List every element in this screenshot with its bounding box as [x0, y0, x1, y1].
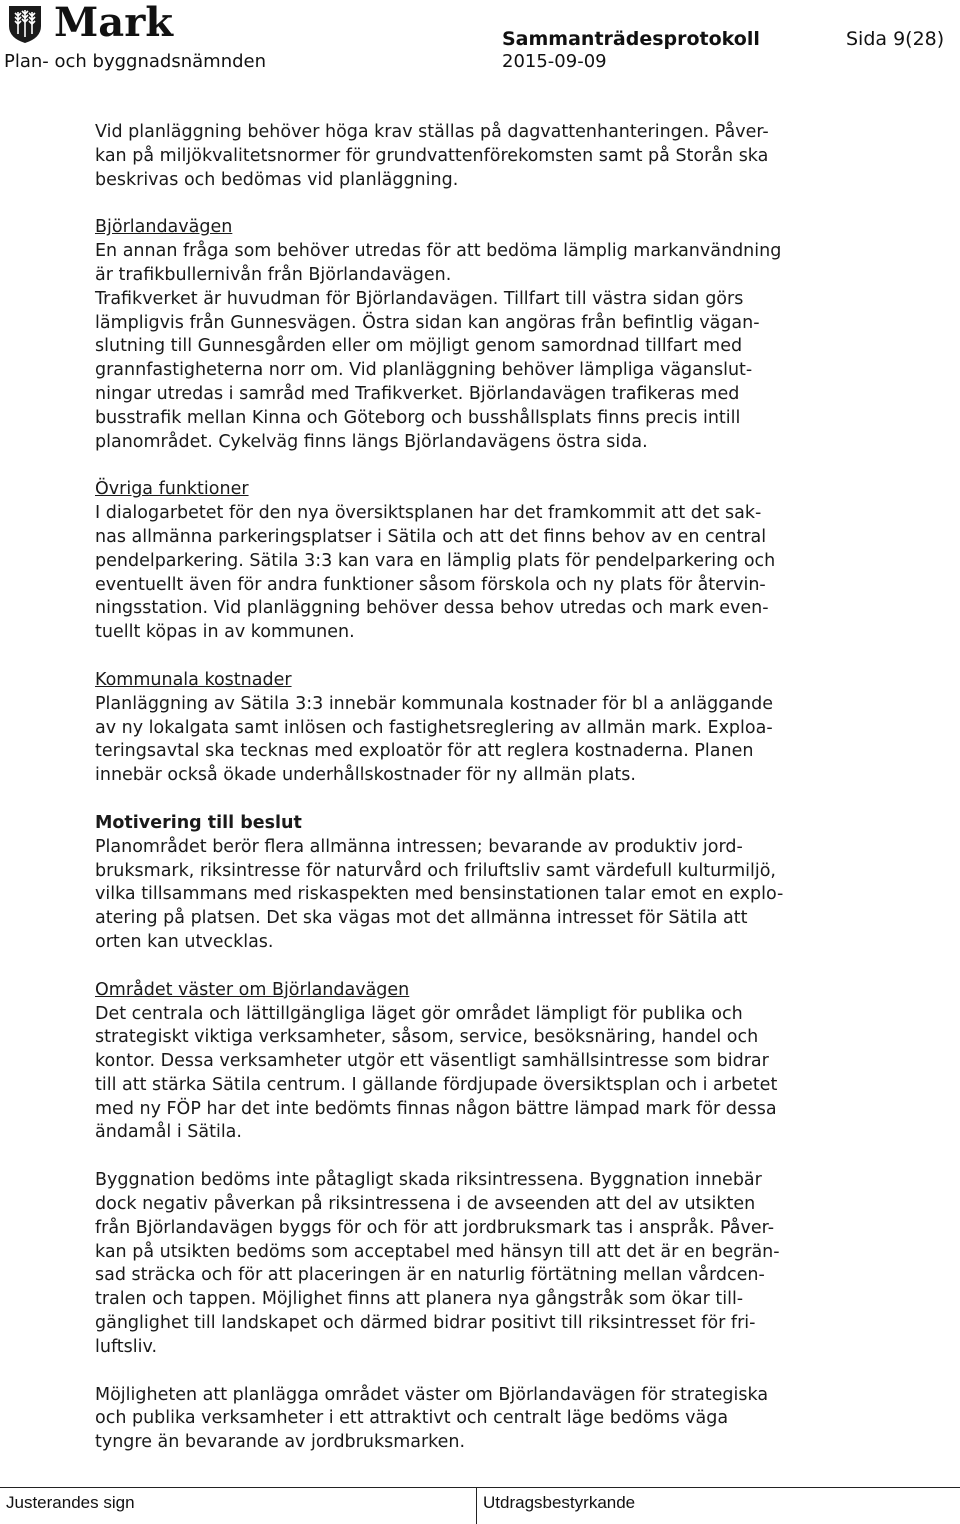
paragraph-kommunala-kostnader: Planläggning av Sätila 3:3 innebär kommunala kostnader för bl a anläggande av ny lokalgata samt inlösen och fastighetsreglering av allmän mark. Exploa- teringsavtal ska tecknas med exploatör för att reglera kostnaderna. Planen innebär också ökade underhållskostnader för ny allmän plats.: [95, 693, 773, 786]
paragraph-omradet-vaster: Det centrala och lättillgängliga läget gör området lämpligt för publika och strategiskt viktiga verksamheter, såsom, service, besöksnäring, handel och kontor. Dessa verksamheter utgör ett väsentligt samhällsintresse som bidrar till att stärka Sätila centrum. I gällande fördjupade översiktsplan och i arbetet med ny FÖP har det inte bedömts finnas någon bättre lämpad mark för dessa ändamål i Sätila.: [95, 1003, 778, 1143]
document-body: [95, 121, 895, 1455]
paragraph-dagvatten: Vid planläggning behöver höga krav ställas på dagvattenhanteringen. Påver- kan på miljökvalitetsnormer för grundvattenförekomsten samt på Storån ska beskrivas och bedömas vid planläggning.: [95, 122, 769, 190]
footer-utdragsbestyrkande: Utdragsbestyrkande: [483, 1493, 636, 1512]
heading-bjorlandavagen: Björlandavägen: [95, 217, 233, 238]
document-title: Sammanträdesprotokoll: [502, 28, 760, 50]
municipality-crest-icon: [6, 4, 44, 44]
page-header: [0, 0, 960, 78]
heading-ovriga-funktioner: Övriga funktioner: [95, 479, 249, 500]
heading-motivering: Motivering till beslut: [95, 812, 302, 833]
heading-kommunala-kostnader: Kommunala kostnader: [95, 669, 292, 690]
paragraph-ovriga-funktioner: I dialogarbetet för den nya översiktsplanen har det framkommit att det sak- nas allmänna parkeringsplatser i Sätila och att det finns behov av en central pendelparkering. Sätila 3:3 kan vara en lämplig plats för pendelparkering och eventuellt även för andra funktioner såsom förskola och ny plats för återvin- ningsstation. Vid planläggning behöver dessa behov utredas och mark even- tuellt köpas in av kommunen.: [95, 503, 776, 643]
footer-rule: [0, 1487, 960, 1488]
meeting-date: 2015-09-09: [502, 51, 607, 72]
brand-name: Mark: [54, 0, 173, 46]
footer-divider: [476, 1487, 477, 1524]
heading-omradet-vaster: Området väster om Björlandavägen: [95, 979, 410, 1000]
page-number: Sida 9(28): [846, 28, 945, 50]
paragraph-motivering: Planområdet berör flera allmänna intressen; bevarande av produktiv jord- bruksmark, riksintresse för naturvård och friluftsliv samt värdefull kulturmiljö, vilka tillsammans med riskaspekten med bensinstationen talar emot en explo- atering på platsen. Det ska vägas mot det allmänna intresset för Sätila att orten kan utvecklas.: [95, 836, 784, 952]
committee-name: Plan- och byggnadsnämnden: [4, 51, 267, 72]
paragraph-bjorlandavagen: En annan fråga som behöver utredas för att bedöma lämplig markanvändning är trafikbullernivån från Björlandavägen. Trafikverket är huvudman för Björlandavägen. Tillfart till västra sidan görs lämpligvis från Gunnesvägen. Östra sidan kan angöras från befintlig vägan- slutning till Gunnesgården eller om möjligt genom samordnad tillfart med grannfastigheterna norr om. Vid planläggning behöver lämpliga väganslut- ningar utredas i samråd med Trafikverket. Björlandavägen trafikeras med busstrafik mellan Kinna och Göteborg och busshållsplats finns precis intill planområdet. Cykelväg finns längs Björlandavägens östra sida.: [95, 241, 782, 452]
footer-justerandes-sign: Justerandes sign: [6, 1493, 135, 1512]
paragraph-mojligheten: Möjligheten att planlägga området väster om Björlandavägen för strategiska och publika verksamheter i ett attraktivt och centralt läge bedöms väga tyngre än bevarande av jordbruksmarken.: [95, 1384, 769, 1453]
paragraph-byggnation: Byggnation bedöms inte påtagligt skada riksintressena. Byggnation innebär dock negativ påverkan på riksintressena i de avseenden att del av utsikten från Björlandavägen byggs för och för att jordbruksmark tas i anspråk. Påver- kan på utsikten bedöms som acceptabel med hänsyn till att det är en begrän- sad sträcka och för att placeringen är en naturlig förtätning mellan vårdcen- tralen och tappen. Möjlighet finns att planera nya gångstråk som ökar till- gänglighet till landskapet och därmed bidrar positivt till riksintresset för fri- luftsliv.: [95, 1170, 780, 1357]
